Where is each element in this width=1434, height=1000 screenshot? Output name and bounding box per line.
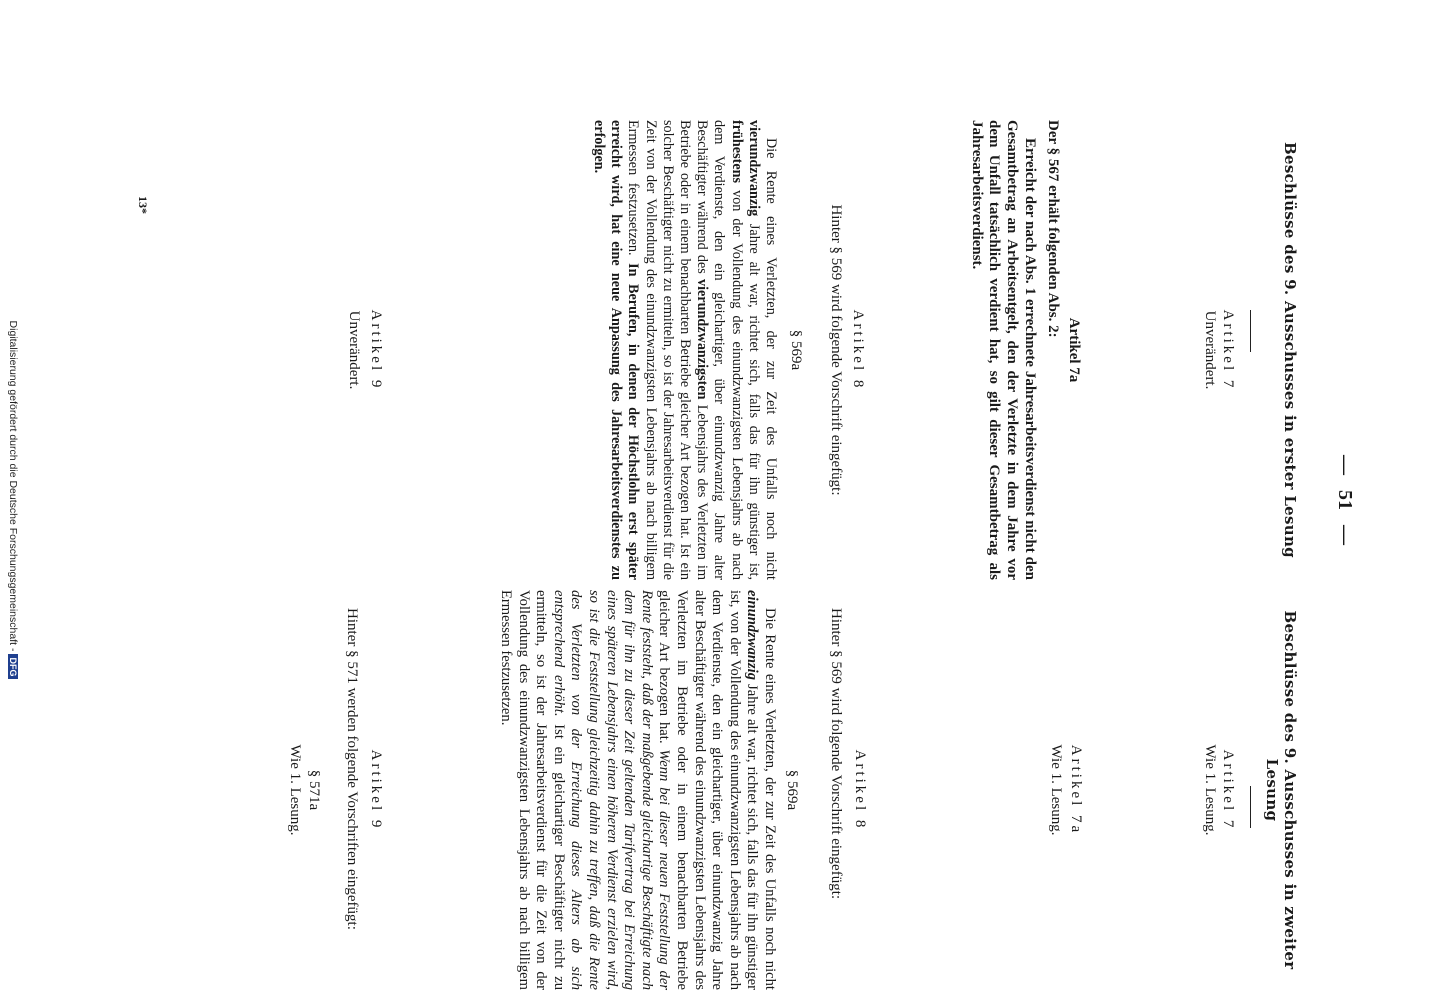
article-7-title: Artikel 7 — [1220, 309, 1236, 391]
article-7-text-second: Wie 1. Lesung. — [1202, 744, 1218, 836]
article-8-text: Die Rente eines Verletzten, der zur Zeit des Unfalls noch nicht vierundzwanzig Jahre alt war, richtet sich, falls das für ihn günstiger ist, frühestens von der Vollendung des einundzwanzigsten Lebensjahrs ab nach dem Verdienste, den ein gleichartiger, über einundzwanzig Jahre alter Beschäftigter während des vierundzwanzigsten Lebensjahrs des Verletzten im Betriebe oder in einem benachbarten Betriebe gleicher Art bezogen hat. Ist ein solcher Beschäftigter nicht zu ermitteln, so ist der Jahresarbeitsverdienst für die Zeit von der Vollendung des einundzwanzigsten Lebensjahrs ab nach billigem Ermessen festzusetzen. In Berufen, in denen der Höchstlohn erst später erreicht wird, hat eine neue Anpassung des Jahresarbeitsverdienstes zu erfolgen. — [590, 120, 779, 580]
article-7a-intro: Der § 567 erhält folgenden Abs. 2: — [1045, 120, 1061, 338]
column-header-first-reading: Beschlüsse des 9. Ausschusses in erster Lesung — [1281, 142, 1299, 558]
digitization-credit: Digitalisierung gefördert durch die Deutsche Forschungsgemeinschaft -DFG — [7, 0, 19, 1000]
article-8-intro: Hinter § 569 wird folgende Vorschrift eingefügt: — [828, 204, 844, 496]
page-number: — 51 — — [1334, 455, 1356, 545]
article-7a-title: Artikel 7a — [1066, 317, 1082, 383]
article-7-title-second: Artikel 7 — [1220, 749, 1236, 831]
paragraph-571a-text: Wie 1. Lesung. — [287, 744, 303, 836]
divider-rule — [1250, 786, 1251, 828]
article-8-title-second: Artikel 8 — [852, 749, 868, 831]
article-8-intro-second: Hinter § 569 wird folgende Vorschrift eingefügt: — [828, 608, 844, 900]
article-7-text: Unverändert. — [1202, 310, 1218, 390]
article-9-title-second: Artikel 9 — [368, 749, 384, 831]
paragraph-571a: § 571a — [306, 769, 322, 811]
column-header-second-reading: Beschlüsse des 9. Ausschusses in zweiter Lesung — [1263, 610, 1299, 970]
article-9-intro-second: Hinter § 571 werden folgende Vorschriften eingefügt: — [344, 608, 360, 930]
signature-mark: 13* — [136, 196, 150, 214]
paragraph-569a-second: § 569a — [784, 769, 800, 811]
article-7a-text: Erreicht der nach Abs. 1 errechnete Jahresarbeitsverdienst nicht den Gesamtbetrag an Arbeitsentgelt, den der Verletzte in dem Jahre vor dem Unfall tatsächlich verdient hat, so gilt dieser Gesamtbetrag als Jahresarbeitsverdienst. — [968, 120, 1038, 580]
article-9-text: Unverändert. — [346, 310, 362, 390]
article-8-title: Artikel 8 — [850, 309, 866, 391]
article-7a-title-second: Artikel 7a — [1068, 744, 1084, 836]
dfg-logo: DFG — [8, 654, 18, 679]
article-9-title: Artikel 9 — [368, 309, 384, 391]
article-8-text-second: Die Rente eines Verletzten, der zur Zeit des Unfalls noch nicht einundzwanzig Jahre alt war, richtet sich, falls das für ihn günstiger ist, von der Vollendung des einundzwanzigsten Lebensjahrs ab nach dem Verdienste, den ein gleichartiger, über einundzwanzig Jahre alter Beschäftigter während des einundzwanzigsten Lebensjahrs des Verletzten im Betriebe oder in einem benachbarten Betriebe gleicher Art bezogen hat. Wenn bei dieser neuen Feststellung der Rente feststeht, daß der maßgebende gleichartige Beschäftigte nach dem für ihn zu dieser Zeit geltenden Tarifvertrag bei Erreichung eines späteren Lebensjahrs einen höheren Verdienst erzielen wird, so ist die Feststellung gleichzeitig dahin zu treffen, daß die Rente des Verletzten von der Erreichung dieses Alters ab sich entsprechend erhöht. Ist ein gleichartiger Beschäftigter nicht zu ermitteln, so ist der Jahresarbeitsverdienst für die Zeit von der Vollendung des einundzwanzigsten Lebensjahrs ab nach billigem Ermessen festzusetzen. — [498, 590, 778, 990]
article-7a-text-second: Wie 1. Lesung. — [1048, 744, 1064, 836]
paragraph-569a: § 569a — [788, 329, 804, 371]
divider-rule — [1250, 310, 1251, 352]
